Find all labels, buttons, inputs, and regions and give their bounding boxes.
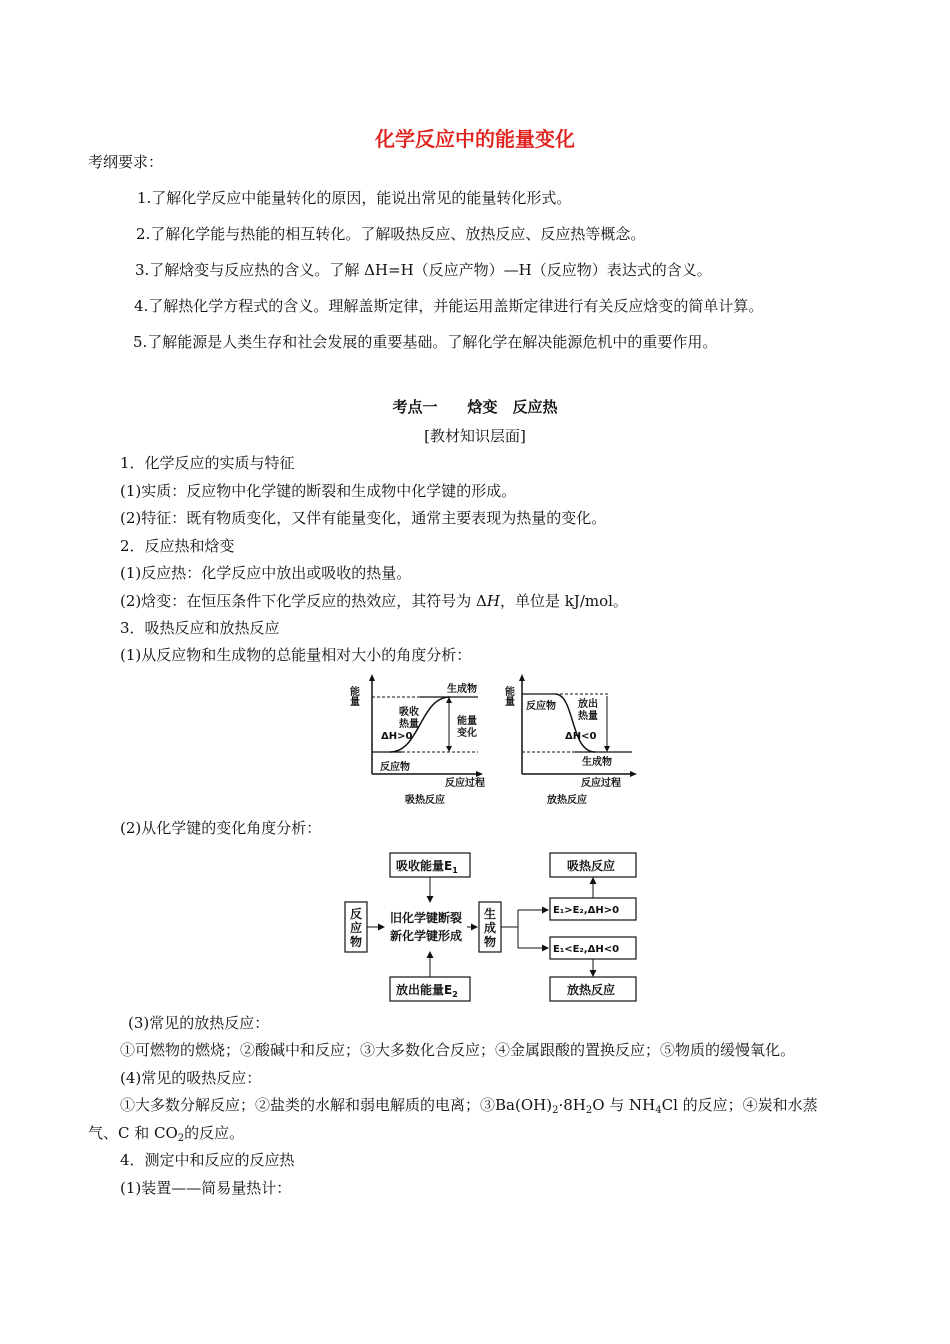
energy-diagram-figure	[347, 672, 640, 812]
product-char: 物	[484, 935, 497, 949]
body-line: 2．反应热和焓变	[120, 537, 235, 555]
product-char: 成	[484, 921, 497, 935]
requirement-item: 3.了解焓变与反应热的含义。了解 ΔH=H（反应产物）—H（反应物）表达式的含义。	[135, 261, 712, 279]
bond-break-label: 旧化学键断裂	[390, 911, 463, 925]
product-label: 生成物	[582, 757, 612, 768]
reactant-char: 反	[350, 907, 363, 921]
reactant-label: 反应物	[526, 701, 556, 712]
absorb-energy-label: 吸收能量$E_1$	[396, 859, 458, 875]
requirement-item: 5.了解能源是人类生存和社会发展的重要基础。了解化学在解决能源危机中的重要作用。	[133, 333, 718, 351]
x-axis-label: 反应过程	[445, 778, 485, 789]
section-heading: 考点一 焓变 反应热	[392, 398, 558, 416]
requirement-item: 1.了解化学反应中能量转化的原因，能说出常见的能量转化形式。	[137, 189, 572, 207]
exothermic-label: 放热反应	[567, 983, 616, 997]
caption: 吸热反应	[405, 795, 445, 806]
body-line: (1)实质：反应物中化学键的断裂和生成物中化学键的形成。	[120, 482, 517, 500]
delta-h-label: ΔH>0	[381, 731, 413, 742]
body-line: 3．吸热反应和放热反应	[120, 619, 280, 637]
body-line: ①大多数分解反应；②盐类的水解和弱电解质的电离；$③Ba(OH)_2\cdot 8H_2O$ 与 $NH_4Cl$ 的反应；④炭和水蒸	[120, 1096, 818, 1116]
section-subheading: [教材知识层面]	[424, 427, 526, 445]
condition-exo: E₁<E₂,ΔH<0	[553, 944, 620, 955]
body-line: (1)反应热：化学反应中放出或吸收的热量。	[120, 564, 412, 582]
product-char: 生	[484, 907, 497, 921]
bond-form-label: 新化学键形成	[390, 929, 463, 943]
x-axis-label: 反应过程	[581, 778, 621, 789]
body-line: (2)特征：既有物质变化，又伴有能量变化，通常主要表现为热量的变化。	[120, 509, 607, 527]
energy-change-label: 变化	[457, 728, 477, 739]
page-title: 化学反应中的能量变化	[375, 127, 575, 151]
endothermic-diagram	[348, 674, 486, 806]
caption: 放热反应	[547, 795, 587, 806]
delta-h-label: ΔH<0	[565, 731, 597, 742]
heat-label: 热量	[399, 719, 419, 730]
condition-endo: E₁>E₂,ΔH>0	[553, 905, 620, 916]
requirements-heading: 考纲要求：	[88, 153, 164, 171]
reactant-char: 物	[350, 935, 363, 949]
body-line: 4．测定中和反应的反应热	[120, 1151, 295, 1169]
body-line: (4)常见的吸热反应：	[120, 1069, 262, 1087]
y-axis-label: 能量	[347, 686, 359, 706]
body-line: (3)常见的放热反应：	[128, 1014, 270, 1032]
y-axis-label: 能量	[502, 686, 514, 706]
exothermic-diagram	[503, 674, 638, 806]
endothermic-label: 吸热反应	[567, 859, 616, 873]
requirement-item: 2.了解化学能与热能的相互转化。了解吸热反应、放热反应、反应热等概念。	[136, 225, 646, 243]
body-line: ①可燃物的燃烧；②酸碱中和反应；③大多数化合反应；④金属跟酸的置换反应；⑤物质的缓慢氧化。	[120, 1041, 796, 1059]
release-label: 放出	[578, 699, 598, 710]
body-line: (1)装置——简易量热计：	[120, 1179, 292, 1197]
reactant-label: 反应物	[380, 762, 410, 773]
reactant-char: 应	[350, 921, 363, 935]
requirement-item: 4.了解热化学方程式的含义。理解盖斯定律，并能运用盖斯定律进行有关反应焓变的简单计算。	[134, 297, 764, 315]
body-line: 1．化学反应的实质与特征	[120, 454, 295, 472]
body-line: 气、C 和 $CO_2$的反应。	[88, 1124, 245, 1144]
body-line: (1)从反应物和生成物的总能量相对大小的角度分析：	[120, 646, 472, 664]
heat-label: 热量	[578, 711, 598, 722]
release-energy-label: 放出能量$E_2$	[396, 983, 458, 999]
absorb-label: 吸收	[399, 707, 419, 718]
product-label: 生成物	[447, 684, 477, 695]
bond-change-flowchart	[340, 850, 640, 1005]
body-line: (2)从化学键的变化角度分析：	[120, 819, 322, 837]
energy-change-label: 能量	[457, 716, 477, 727]
body-line: (2)焓变：在恒压条件下化学反应的热效应，其符号为 ΔH，单位是 kJ/mol。	[120, 592, 628, 610]
